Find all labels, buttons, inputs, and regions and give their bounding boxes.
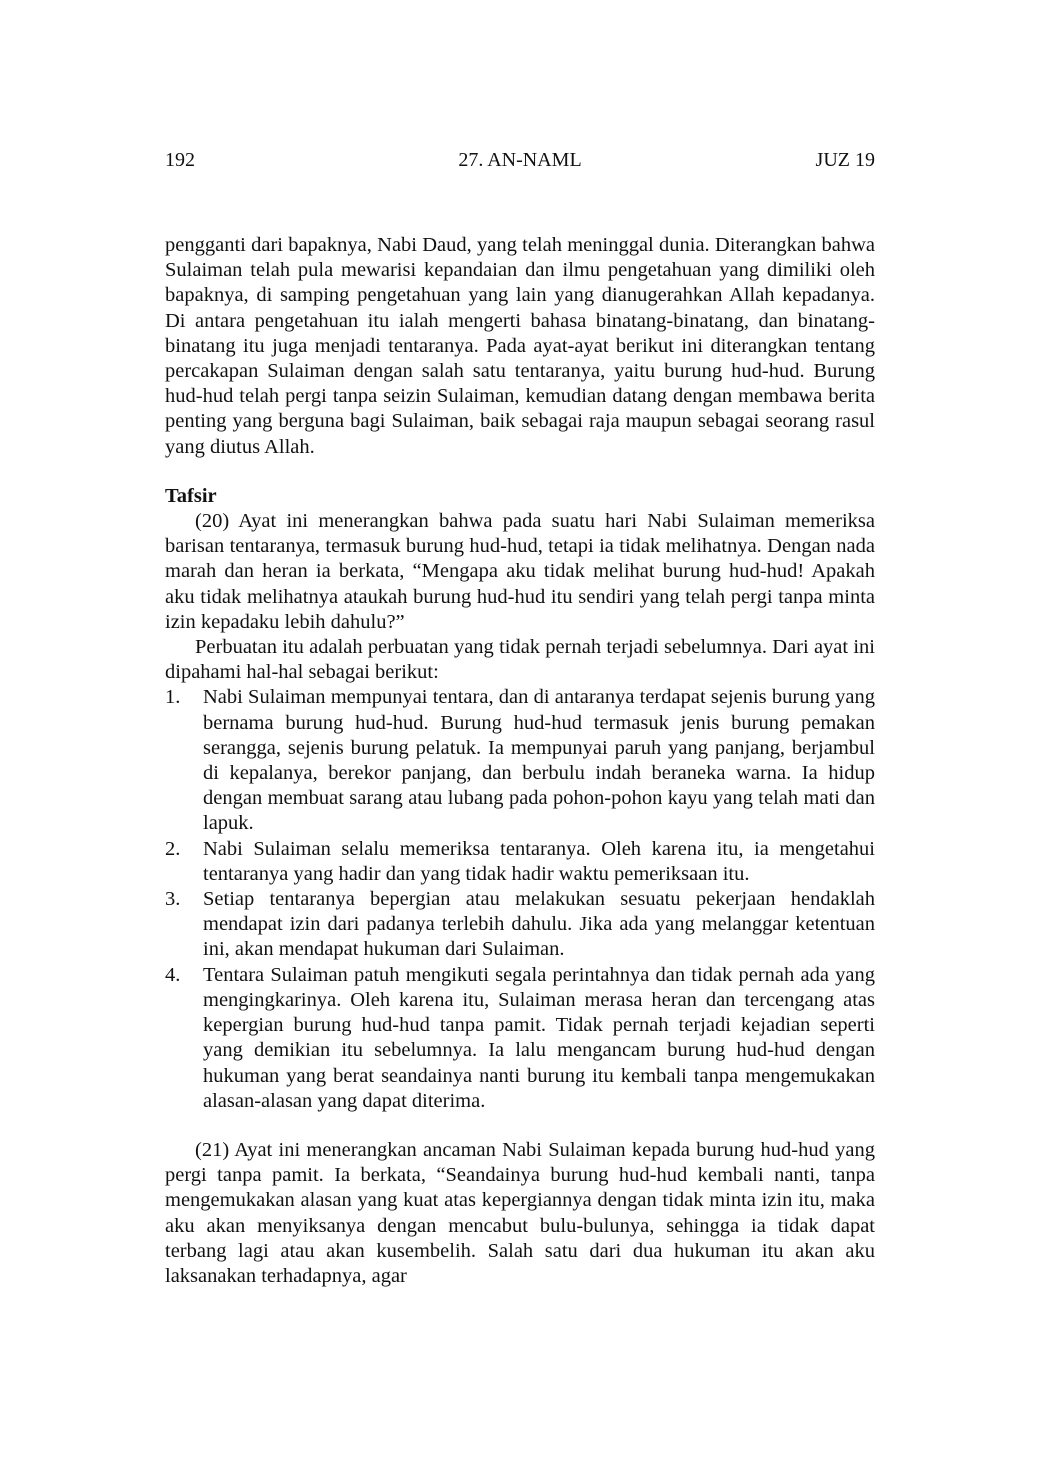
list-item — [165, 963, 875, 1114]
page-number: 192 — [165, 149, 195, 171]
list-item-text: Tentara Sulaiman patuh mengikuti segala perintahnya dan tidak pernah ada yang mengingkarinya. Oleh karena itu, Sulaiman merasa heran dan tercengang atas kepergian burung hud-hud tanpa pamit. Tidak pernah terjadi kejadian seperti yang demikian itu sebelumnya. Ia lalu mengancam burung hud-hud dengan hukuman yang berat seandainya nanti burung itu kembali tanpa mengemukakan alasan-alasan yang dapat diterima. — [203, 963, 875, 1112]
verse-21-paragraph: (21) Ayat ini menerangkan ancaman Nabi Sulaiman kepada burung hud-hud yang pergi tanpa pamit. Ia berkata, “Seandainya burung hud-hud kembali nanti, tanpa mengemukakan alasan yang kuat atas kepergiannya dengan tidak minta izin itu, maka aku akan menyiksanya dengan mencabut bulu-bulunya, sehingga ia tidak dapat terbang lagi atau akan kusembelih. Salah satu dari dua hukuman itu akan aku laksanakan terhadapnya, agar — [165, 1138, 875, 1287]
verse-20-paragraph: (20) Ayat ini menerangkan bahwa pada suatu hari Nabi Sulaiman memeriksa barisan tentaranya, termasuk burung hud-hud, tetapi ia tidak melihatnya. Dengan nada marah dan heran ia berkata, “Mengapa aku tidak melihat burung hud-hud! Apakah aku tidak melihatnya ataukah burung hud-hud itu sendiri yang telah pergi tanpa minta izin kepadaku lebih dahulu?” — [165, 510, 875, 633]
list-item-number: 1. — [165, 686, 181, 709]
page-header — [165, 146, 875, 174]
surah-title: 27. AN-NAML — [458, 149, 582, 171]
lesson-list — [165, 685, 875, 1113]
list-item-text: Nabi Sulaiman selalu memeriksa tentaranya. Oleh karena itu, ia mengetahui tentaranya yang hadir dan yang tidak hadir waktu pemeriksaan itu. — [203, 837, 875, 885]
lesson-intro-paragraph: Perbuatan itu adalah perbuatan yang tidak pernah terjadi sebelumnya. Dari ayat ini dipahami hal-hal sebagai berikut: — [165, 636, 875, 684]
list-item — [165, 685, 875, 836]
section-heading: Tafsir — [165, 484, 217, 507]
list-item-number: 3. — [165, 888, 181, 911]
intro-paragraph: pengganti dari bapaknya, Nabi Daud, yang telah meninggal dunia. Diterangkan bahwa Sulaiman telah pula mewarisi kepandaian dan ilmu pengetahuan yang dimiliki oleh bapaknya, di samping pengetahuan yang lain yang dianugerahkan Allah kepadanya. Di antara pengetahuan itu ialah mengerti bahasa binatang-binatang, dan binatang-binatang itu juga menjadi tentaranya. Pada ayat-ayat berikut ini diterangkan tentang percakapan Sulaiman dengan salah satu tentaranya, yaitu burung hud-hud. Burung hud-hud telah pergi tanpa seizin Sulaiman, kemudian datang dengan membawa berita penting yang berguna bagi Sulaiman, baik sebagai raja maupun sebagai seorang rasul yang diutus Allah. — [165, 234, 875, 458]
list-item-number: 2. — [165, 837, 181, 860]
page-body — [165, 233, 875, 1289]
list-item — [165, 837, 875, 887]
list-item-text: Setiap tentaranya bepergian atau melakukan sesuatu pekerjaan hendaklah mendapat izin dari padanya terlebih dahulu. Jika ada yang melanggar ketentuan ini, akan mendapat hukuman dari Sulaiman. — [203, 888, 875, 961]
list-item — [165, 887, 875, 963]
list-item-text: Nabi Sulaiman mempunyai tentara, dan di antaranya terdapat sejenis burung yang bernama burung hud-hud. Burung hud-hud termasuk jenis burung pemakan serangga, sejenis burung pelatuk. Ia mempunyai paruh yang panjang, berjambul di kepalanya, berekor panjang, dan berbulu indah beraneka warna. Ia hidup dengan membuat sarang atau lubang pada pohon-pohon kayu yang telah mati dan lapuk. — [203, 686, 875, 835]
list-item-number: 4. — [165, 963, 181, 986]
juz-label: JUZ 19 — [815, 149, 875, 171]
